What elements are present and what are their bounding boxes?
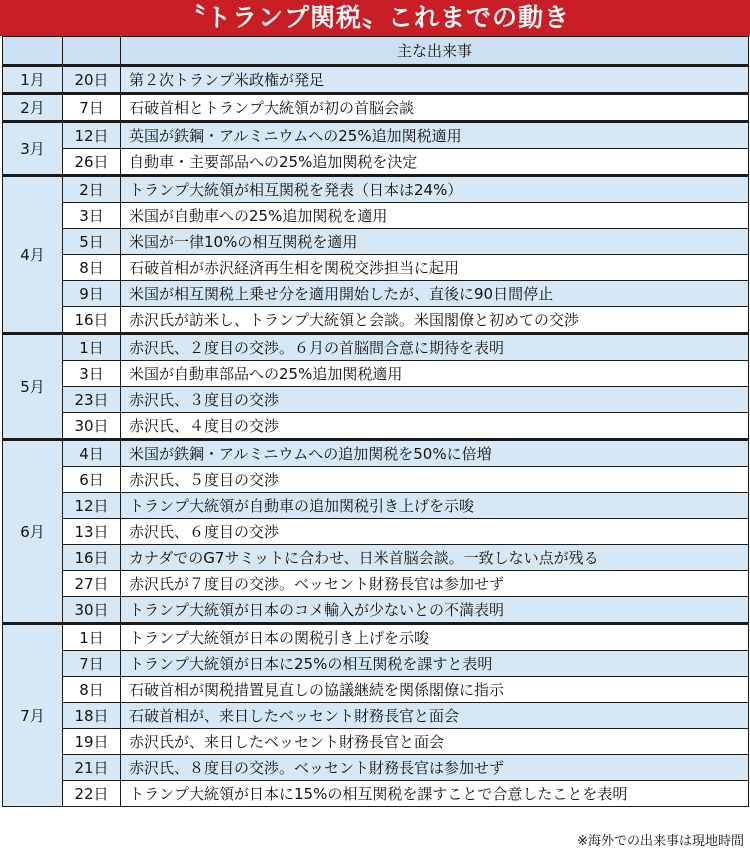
table-row: [3, 361, 749, 387]
day-cell: 1日: [63, 334, 121, 361]
table-row: [3, 229, 749, 255]
table-row: [3, 493, 749, 519]
event-cell: 石破首相が関税措置見直しの協議継続を関係閣僚に指示: [121, 677, 749, 703]
table-row: [3, 203, 749, 229]
event-cell: 赤沢氏、５度目の交渉: [121, 467, 749, 493]
event-cell: 米国が自動車への25%追加関税を適用: [121, 203, 749, 229]
day-cell: 4日: [63, 440, 121, 467]
event-cell: 米国が一律10%の相互関税を適用: [121, 229, 749, 255]
table-row: [3, 149, 749, 176]
table-row: [3, 307, 749, 334]
day-cell: 16日: [63, 307, 121, 334]
day-cell: 12日: [63, 122, 121, 149]
table-row: [3, 597, 749, 624]
event-cell: 赤沢氏が７度目の交渉。ベッセント財務長官は参加せず: [121, 571, 749, 597]
day-cell: 20日: [63, 66, 121, 94]
event-cell: 赤沢氏が、来日したベッセント財務長官と面会: [121, 729, 749, 755]
event-cell: 赤沢氏、２度目の交渉。６月の首脳間合意に期待を表明: [121, 334, 749, 361]
day-cell: 30日: [63, 597, 121, 624]
table-row: [3, 176, 749, 203]
day-cell: 6日: [63, 467, 121, 493]
table-row: [3, 571, 749, 597]
event-cell: カナダでのG7サミットに合わせ、日米首脳会談。一致しない点が残る: [121, 545, 749, 571]
table-row: [3, 677, 749, 703]
event-cell: トランプ大統領が日本のコメ輸入が少ないとの不満表明: [121, 597, 749, 624]
table-row: [3, 122, 749, 149]
event-cell: 赤沢氏が訪米し、トランプ大統領と会談。米国閣僚と初めての交渉: [121, 307, 749, 334]
month-group: [3, 440, 749, 624]
day-cell: 7日: [63, 94, 121, 122]
table-row: [3, 255, 749, 281]
day-cell: 16日: [63, 545, 121, 571]
day-cell: 3日: [63, 203, 121, 229]
month-group: [3, 94, 749, 122]
event-cell: 第２次トランプ米政権が発足: [121, 66, 749, 94]
table-row: [3, 624, 749, 651]
table-row: [3, 281, 749, 307]
table-row: [3, 545, 749, 571]
month-group: [3, 624, 749, 807]
month-cell: 3月: [3, 122, 63, 176]
table-row: [3, 440, 749, 467]
month-group: [3, 334, 749, 440]
day-cell: 5日: [63, 229, 121, 255]
day-cell: 19日: [63, 729, 121, 755]
day-cell: 9日: [63, 281, 121, 307]
month-cell: 5月: [3, 334, 63, 440]
day-cell: 12日: [63, 493, 121, 519]
event-cell: 英国が鉄鋼・アルミニウムへの25%追加関税適用: [121, 122, 749, 149]
page-title: 〝トランプ関税〟これまでの動き: [0, 0, 750, 36]
footnote: ※海外での出来事は現地時間: [577, 834, 744, 849]
event-cell: トランプ大統領が自動車の追加関税引き上げを示唆: [121, 493, 749, 519]
event-cell: 米国が相互関税上乗せ分を適用開始したが、直後に90日間停止: [121, 281, 749, 307]
event-cell: トランプ大統領が日本の関税引き上げを示唆: [121, 624, 749, 651]
day-cell: 22日: [63, 781, 121, 807]
month-cell: 1月: [3, 66, 63, 94]
month-cell: 7月: [3, 624, 63, 807]
day-cell: 2日: [63, 176, 121, 203]
table-row: [3, 703, 749, 729]
table-row: [3, 755, 749, 781]
table-row: [3, 387, 749, 413]
events-table: [2, 36, 749, 807]
day-cell: 3日: [63, 361, 121, 387]
event-cell: 赤沢氏、８度目の交渉。ベッセント財務長官は参加せず: [121, 755, 749, 781]
day-cell: 13日: [63, 519, 121, 545]
event-cell: 赤沢氏、３度目の交渉: [121, 387, 749, 413]
day-cell: 27日: [63, 571, 121, 597]
day-column-header: [63, 37, 121, 66]
day-cell: 26日: [63, 149, 121, 176]
table-row: [3, 413, 749, 440]
event-cell: 石破首相が赤沢経済再生相を関税交渉担当に起用: [121, 255, 749, 281]
month-group: [3, 66, 749, 94]
event-cell: 石破首相とトランプ大統領が初の首脳会談: [121, 94, 749, 122]
event-cell: トランプ大統領が日本に15%の相互関税を課すことで合意したことを表明: [121, 781, 749, 807]
month-cell: 2月: [3, 94, 63, 122]
table-row: [3, 781, 749, 807]
month-group: [3, 176, 749, 334]
day-cell: 1日: [63, 624, 121, 651]
table-row: [3, 519, 749, 545]
month-cell: 4月: [3, 176, 63, 334]
day-cell: 18日: [63, 703, 121, 729]
month-group: [3, 122, 749, 176]
event-cell: 米国が自動車部品への25%追加関税適用: [121, 361, 749, 387]
table-header-row: [3, 37, 749, 66]
table-row: [3, 467, 749, 493]
month-cell: 6月: [3, 440, 63, 624]
event-cell: 赤沢氏、４度目の交渉: [121, 413, 749, 440]
month-column-header: [3, 37, 63, 66]
event-column-header: 主な出来事: [121, 37, 749, 66]
table-row: [3, 334, 749, 361]
event-cell: 自動車・主要部品への25%追加関税を決定: [121, 149, 749, 176]
table-row: [3, 94, 749, 122]
event-cell: 米国が鉄鋼・アルミニウムへの追加関税を50%に倍増: [121, 440, 749, 467]
day-cell: 23日: [63, 387, 121, 413]
event-cell: 石破首相が、来日したベッセント財務長官と面会: [121, 703, 749, 729]
day-cell: 8日: [63, 255, 121, 281]
day-cell: 7日: [63, 651, 121, 677]
event-cell: トランプ大統領が日本に25%の相互関税を課すと表明: [121, 651, 749, 677]
table-row: [3, 729, 749, 755]
table-row: [3, 66, 749, 94]
day-cell: 21日: [63, 755, 121, 781]
day-cell: 8日: [63, 677, 121, 703]
event-cell: トランプ大統領が相互関税を発表（日本は24%）: [121, 176, 749, 203]
table-row: [3, 651, 749, 677]
event-cell: 赤沢氏、６度目の交渉: [121, 519, 749, 545]
day-cell: 30日: [63, 413, 121, 440]
